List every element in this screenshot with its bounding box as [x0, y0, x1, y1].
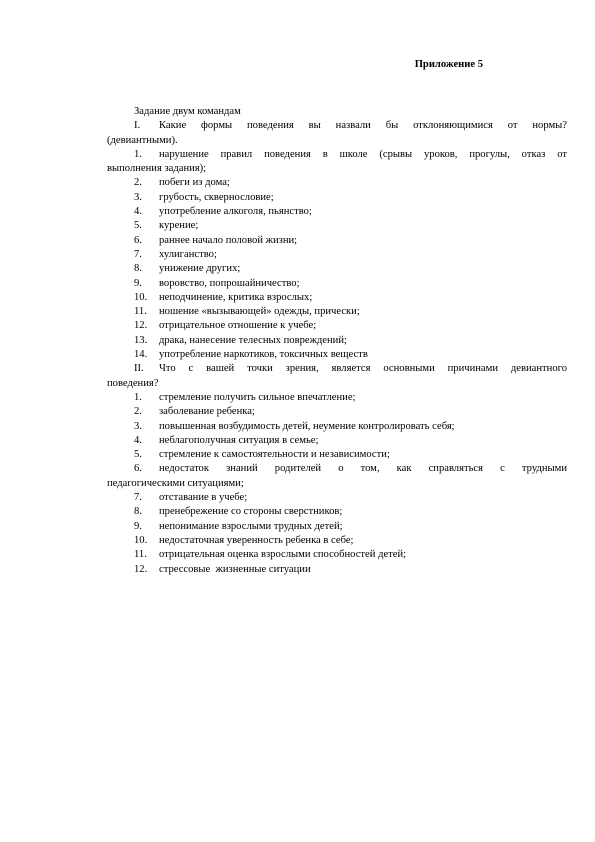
list-item-number: 13.: [134, 334, 148, 346]
list-item-text: воровство, попрошайничество;: [159, 277, 300, 289]
list-item-number: 5.: [134, 220, 142, 232]
list-item-number: 2.: [134, 177, 142, 189]
list-item-number: 14.: [134, 349, 148, 361]
question-2-continuation: поведения?: [107, 377, 159, 389]
list-item-text: непонимание взрослыми трудных детей;: [159, 520, 343, 532]
list-item-number: 8.: [134, 263, 142, 275]
list-item-text: употребление наркотиков, токсичных веществ: [159, 349, 368, 361]
list-item: [107, 291, 567, 305]
list-item-text: стремление получить сильное впечатление;: [159, 391, 356, 403]
list-item: [107, 348, 567, 362]
list-item: [107, 534, 567, 548]
list-item-text: повышенная возбудимость детей, неумение контролировать себя;: [159, 420, 455, 432]
list-item-number: 3.: [134, 191, 142, 203]
question-1: [107, 119, 567, 133]
list-item-continuation: выполнения задания);: [107, 163, 207, 175]
list-item-text: недостаток знаний родителей о том, как справляться с трудными: [159, 463, 567, 475]
list-item: [107, 319, 567, 333]
task-title: Задание двум командам: [134, 106, 241, 117]
list-item-text: унижение других;: [159, 263, 241, 275]
list-item: [107, 448, 567, 462]
list-item-number: 11.: [134, 549, 147, 561]
list-item: [107, 248, 567, 262]
list-item-number: 3.: [134, 420, 142, 432]
list-item-number: 10.: [134, 291, 148, 303]
list-item-number: 1.: [134, 148, 142, 160]
list-item: [107, 305, 567, 319]
list-item-number: 6.: [134, 463, 142, 475]
list-item-text: заболевание ребенка;: [159, 406, 255, 418]
list-item: [107, 334, 567, 348]
list-item-text: нарушение правил поведения в школе (срывы уроков, прогулы, отказ от: [159, 148, 567, 160]
list-item: [107, 405, 567, 419]
list-item-number: 11.: [134, 306, 147, 318]
list-item: [107, 563, 567, 577]
list-item: [107, 191, 567, 205]
list-item-number: 12.: [134, 320, 148, 332]
list-item-text: курение;: [159, 220, 199, 232]
list-item: [107, 548, 567, 562]
list-item: [107, 219, 567, 233]
list-item-number: 4.: [134, 206, 142, 218]
list-item: [107, 520, 567, 534]
list-item-text: побеги из дома;: [159, 177, 230, 189]
list-item-text: хулиганство;: [159, 248, 217, 260]
list-item-text: отрицательная оценка взрослыми способностей детей;: [159, 549, 407, 561]
list-item-text: стремление к самостоятельности и независимости;: [159, 449, 390, 461]
list-item-number: 5.: [134, 449, 142, 461]
list-item: [107, 505, 567, 519]
question-2: [107, 362, 567, 376]
list-item-text: грубость, сквернословие;: [159, 191, 274, 203]
list-item-text: пренебрежение со стороны сверстников;: [159, 506, 343, 518]
appendix-label: Приложение 5: [414, 59, 483, 70]
list-item-text: употребление алкоголя, пьянство;: [159, 206, 312, 218]
list-item: [107, 234, 567, 248]
list-item: [107, 491, 567, 505]
list-item-number: 1.: [134, 391, 142, 403]
list-item-number: 8.: [134, 506, 142, 518]
list-item-text: ношение «вызывающей» одежды, прически;: [159, 306, 360, 318]
list-item-number: 4.: [134, 434, 142, 446]
list-item-number: 9.: [134, 277, 142, 289]
question-1-text: Какие формы поведения вы назвали бы отклоняющимися от нормы?: [159, 120, 567, 132]
list-item-number: 7.: [134, 248, 142, 260]
list-item: [107, 462, 567, 476]
question-2-number: II.: [134, 363, 144, 375]
question-1-continuation: (девиантными).: [107, 134, 178, 146]
document-body: [107, 105, 567, 577]
list-item: [107, 420, 567, 434]
list-item-text: отрицательное отношение к учебе;: [159, 320, 317, 332]
question-2-text: Что с вашей точки зрения, является основными причинами девиантного: [159, 363, 567, 375]
list-item: [107, 277, 567, 291]
list-item-text: раннее начало половой жизни;: [159, 234, 298, 246]
list-item: [107, 148, 567, 162]
list-item-number: 12.: [134, 563, 148, 575]
list-item-continuation: педагогическими ситуациями;: [107, 477, 244, 489]
list-item-text: драка, нанесение телесных повреждений;: [159, 334, 347, 346]
list-item: [107, 262, 567, 276]
list-item-text: недостаточная уверенность ребенка в себе;: [159, 534, 354, 546]
list-item-number: 9.: [134, 520, 142, 532]
list-item-number: 7.: [134, 492, 142, 504]
list-item-number: 6.: [134, 234, 142, 246]
list-item: [107, 434, 567, 448]
list-item-number: 2.: [134, 406, 142, 418]
list-item: [107, 176, 567, 190]
list-item: [107, 391, 567, 405]
list-item-text: неблагополучная ситуация в семье;: [159, 434, 319, 446]
list-item-text: отставание в учебе;: [159, 492, 248, 504]
list-item: [107, 205, 567, 219]
list-item-number: 10.: [134, 534, 148, 546]
list-item-text: неподчинение, критика взрослых;: [159, 291, 313, 303]
question-1-number: I.: [134, 120, 141, 132]
list-item-text: стрессовые жизненные ситуации: [159, 563, 311, 575]
